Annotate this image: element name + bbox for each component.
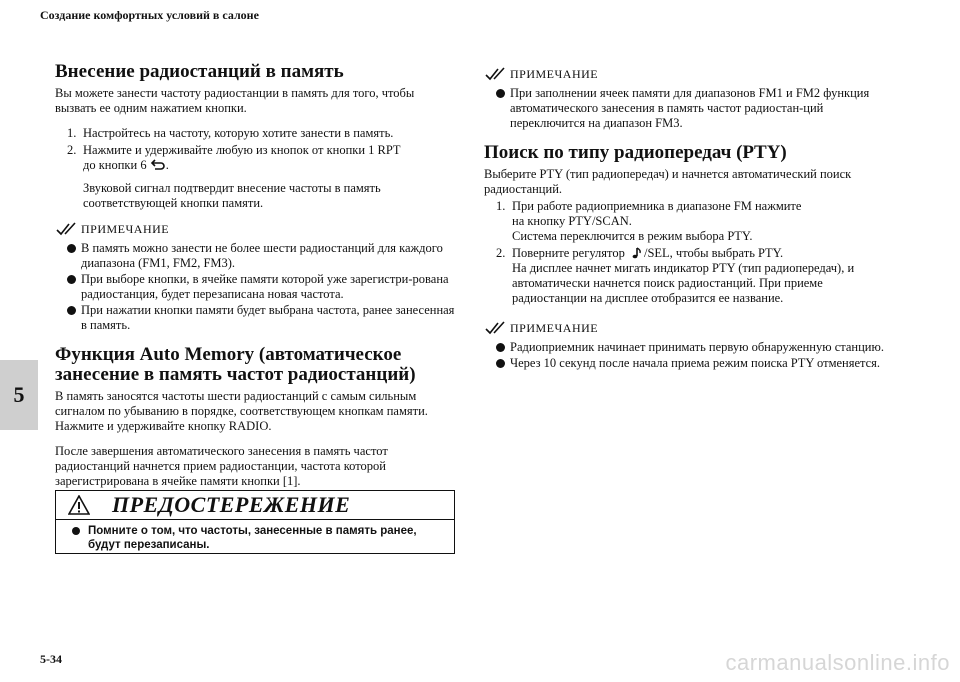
note-pencil-icon (55, 221, 77, 237)
return-arrow-icon (150, 159, 166, 171)
section-title-pty: Поиск по типу радиопередач (PTY) (484, 142, 787, 163)
watermark: carmanualsonline.info (725, 650, 950, 675)
note-heading-1: ПРИМЕЧАНИЕ (55, 221, 455, 237)
memory-steps (55, 126, 455, 173)
section-title-memory: Внесение радиостанций в память (55, 61, 344, 82)
step-1: 1. Настройтесь на частоту, которую хотите занести в память. (67, 126, 394, 140)
list-item: Радиоприемник начинает принимать первую обнаруженную станцию. (484, 340, 894, 355)
bullet-icon (72, 527, 80, 535)
bullet-icon (67, 275, 76, 284)
note-pencil-icon (484, 320, 506, 336)
note-list-2 (484, 86, 894, 131)
warning-triangle-icon (68, 495, 90, 515)
auto-memory-p2: После завершения автоматического занесения в память частот радиостанций начнется прием радиостанции, частота которой зарегистрирована в ячейке памяти кнопки [1]. (55, 444, 388, 488)
note-list-1 (55, 241, 455, 333)
left-column (55, 62, 455, 499)
bullet-icon (496, 359, 505, 368)
bullet-icon (67, 306, 76, 315)
pty-steps (484, 199, 894, 306)
warning-text: Помните о том, что частоты, занесенные в память ранее, будут перезаписаны. (56, 520, 454, 552)
right-column (484, 62, 894, 381)
list-item: При заполнении ячеек памяти для диапазонов FM1 и FM2 функция автоматического занесения в память частот радиостан-ций переключится на диапазон FM3. (484, 86, 894, 131)
bullet-icon (496, 89, 505, 98)
note-heading-2: ПРИМЕЧАНИЕ (484, 66, 894, 82)
step-2: 2. Нажмите и удерживайте любую из кнопок от кнопки 1 RPT до кнопки 6 . (67, 143, 401, 172)
note-list-3 (484, 340, 894, 371)
list-item: В память можно занести не более шести радиостанций для каждого диапазона (FM1, FM2, FM3). (55, 241, 455, 271)
running-header: Создание комфортных условий в салоне (40, 8, 259, 22)
bullet-icon (67, 244, 76, 253)
memory-intro: Вы можете занести частоту радиостанции в память для того, чтобы вызвать ее одним нажатием кнопки. (55, 86, 415, 115)
section-title-auto-memory: Функция Auto Memory (автоматическое занесение в память частот радиостанций) (55, 344, 416, 385)
step-2: 2. Поверните регулятор /SEL, чтобы выбрать PTY. На дисплее начнет мигать индикатор PTY (тип радиопередач), и автоматически начнется поиск радиостанций. При приеме радиостанции на дисплее отобразится ее название. (496, 246, 855, 305)
list-item: При нажатии кнопки памяти будет выбрана частота, ранее занесенная в память. (55, 303, 455, 333)
chapter-tab: 5 (0, 360, 38, 430)
auto-memory-p1: В память заносятся частоты шести радиостанций с самым сильным сигналом по убыванию в порядке, соответствующем кнопкам памяти. Нажмите и удерживайте кнопку RADIO. (55, 389, 428, 433)
warning-title-bar: ПРЕДОСТЕРЕЖЕНИЕ (56, 491, 454, 520)
note-pencil-icon (484, 66, 506, 82)
page-number: 5-34 (40, 652, 62, 666)
pty-intro: Выберите PTY (тип радиопередач) и начнется автоматический поиск радиостанций. (484, 167, 852, 196)
note-heading-3: ПРИМЕЧАНИЕ (484, 320, 894, 336)
step-1: 1. При работе радиоприемника в диапазоне FM нажмите на кнопку PTY/SCAN. Система переключится в режим выбора PTY. (496, 199, 802, 243)
list-item: При выборе кнопки, в ячейке памяти которой уже зарегистри-рована радиостанция, будет перезаписана новая частота. (55, 272, 455, 302)
music-note-icon (628, 247, 644, 259)
list-item: Через 10 секунд после начала приема режим поиска PTY отменяется. (484, 356, 894, 371)
warning-box (55, 490, 455, 554)
tone-confirmation: Звуковой сигнал подтвердит внесение частоты в память соответствующей кнопки памяти. (83, 181, 381, 210)
bullet-icon (496, 343, 505, 352)
